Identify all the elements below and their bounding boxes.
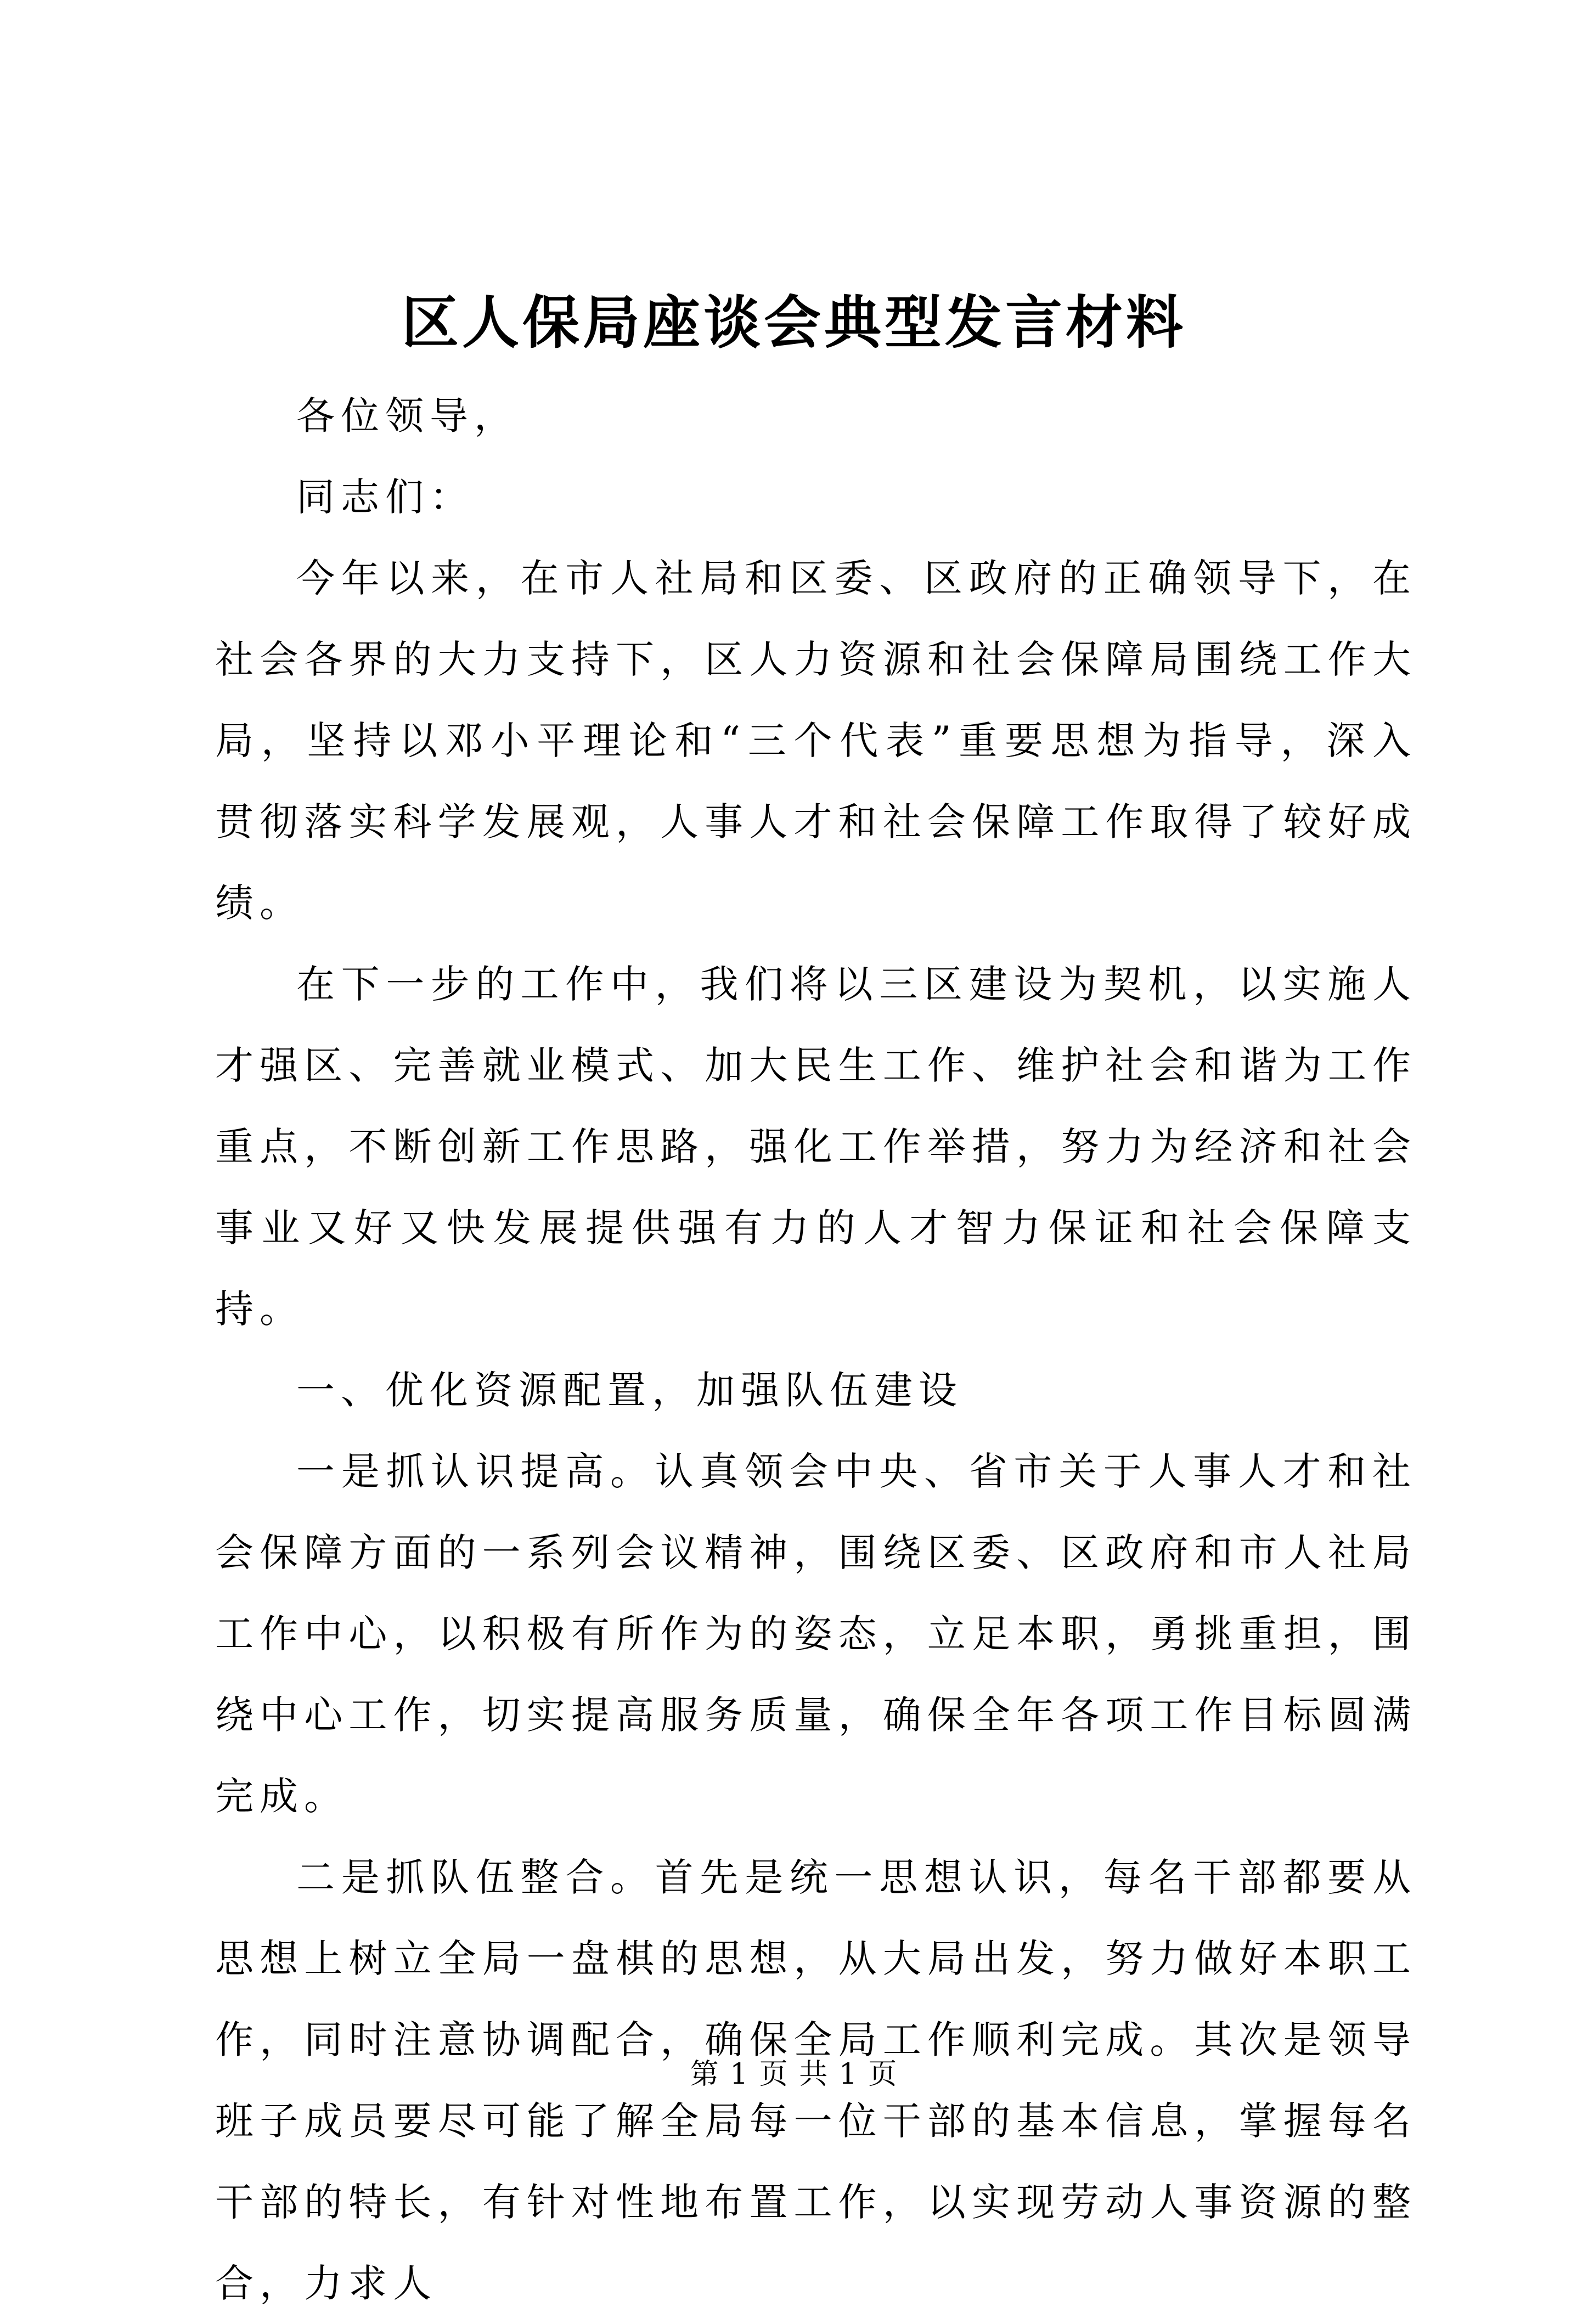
document-body bbox=[215, 375, 1417, 2324]
section-heading-1: 一、优化资源配置，加强队伍建设 bbox=[296, 1368, 963, 1413]
document-title: 区人保局座谈会典型发言材料 bbox=[401, 289, 1186, 356]
salutation-comrades: 同志们： bbox=[296, 475, 474, 520]
page-footer: 第 1 页 共 1 页 bbox=[690, 2058, 898, 2091]
salutation-leaders: 各位领导， bbox=[296, 393, 519, 438]
paragraph-intro: 今年以来，在市人社局和区委、区政府的正确领导下，在社会各界的大力支持下，区人力资源和社会保障局围绕工作大局，坚持以邓小平理论和“三个代表”重要思想为指导，深入贯彻落实科学发展观，人事人才和社会保障工作取得了较好成绩。 bbox=[215, 556, 1417, 926]
paragraph-next-steps: 在下一步的工作中，我们将以三区建设为契机，以实施人才强区、完善就业模式、加大民生工作、维护社会和谐为工作重点，不断创新工作思路，强化工作举措，努力为经济和社会事业又好又快发展提供强有力的人才智力保证和社会保障支持。 bbox=[215, 962, 1417, 1332]
paragraph-point-2: 二是抓队伍整合。首先是统一思想认识，每名干部都要从思想上树立全局一盘棋的思想，从大局出发，努力做好本职工作，同时注意协调配合，确保全局工作顺利完成。其次是领导班子成员要尽可能了解全局每一位干部的基本信息，掌握每名干部的特长，有针对性地布置工作，以实现劳动人事资源的整合，力求人 bbox=[215, 1855, 1417, 2306]
paragraph-point-1: 一是抓认识提高。认真领会中央、省市关于人事人才和社会保障方面的一系列会议精神，围绕区委、区政府和市人社局工作中心，以积极有所作为的姿态，立足本职，勇挑重担，围绕中心工作，切实提高服务质量，确保全年各项工作目标圆满完成。 bbox=[215, 1449, 1417, 1819]
